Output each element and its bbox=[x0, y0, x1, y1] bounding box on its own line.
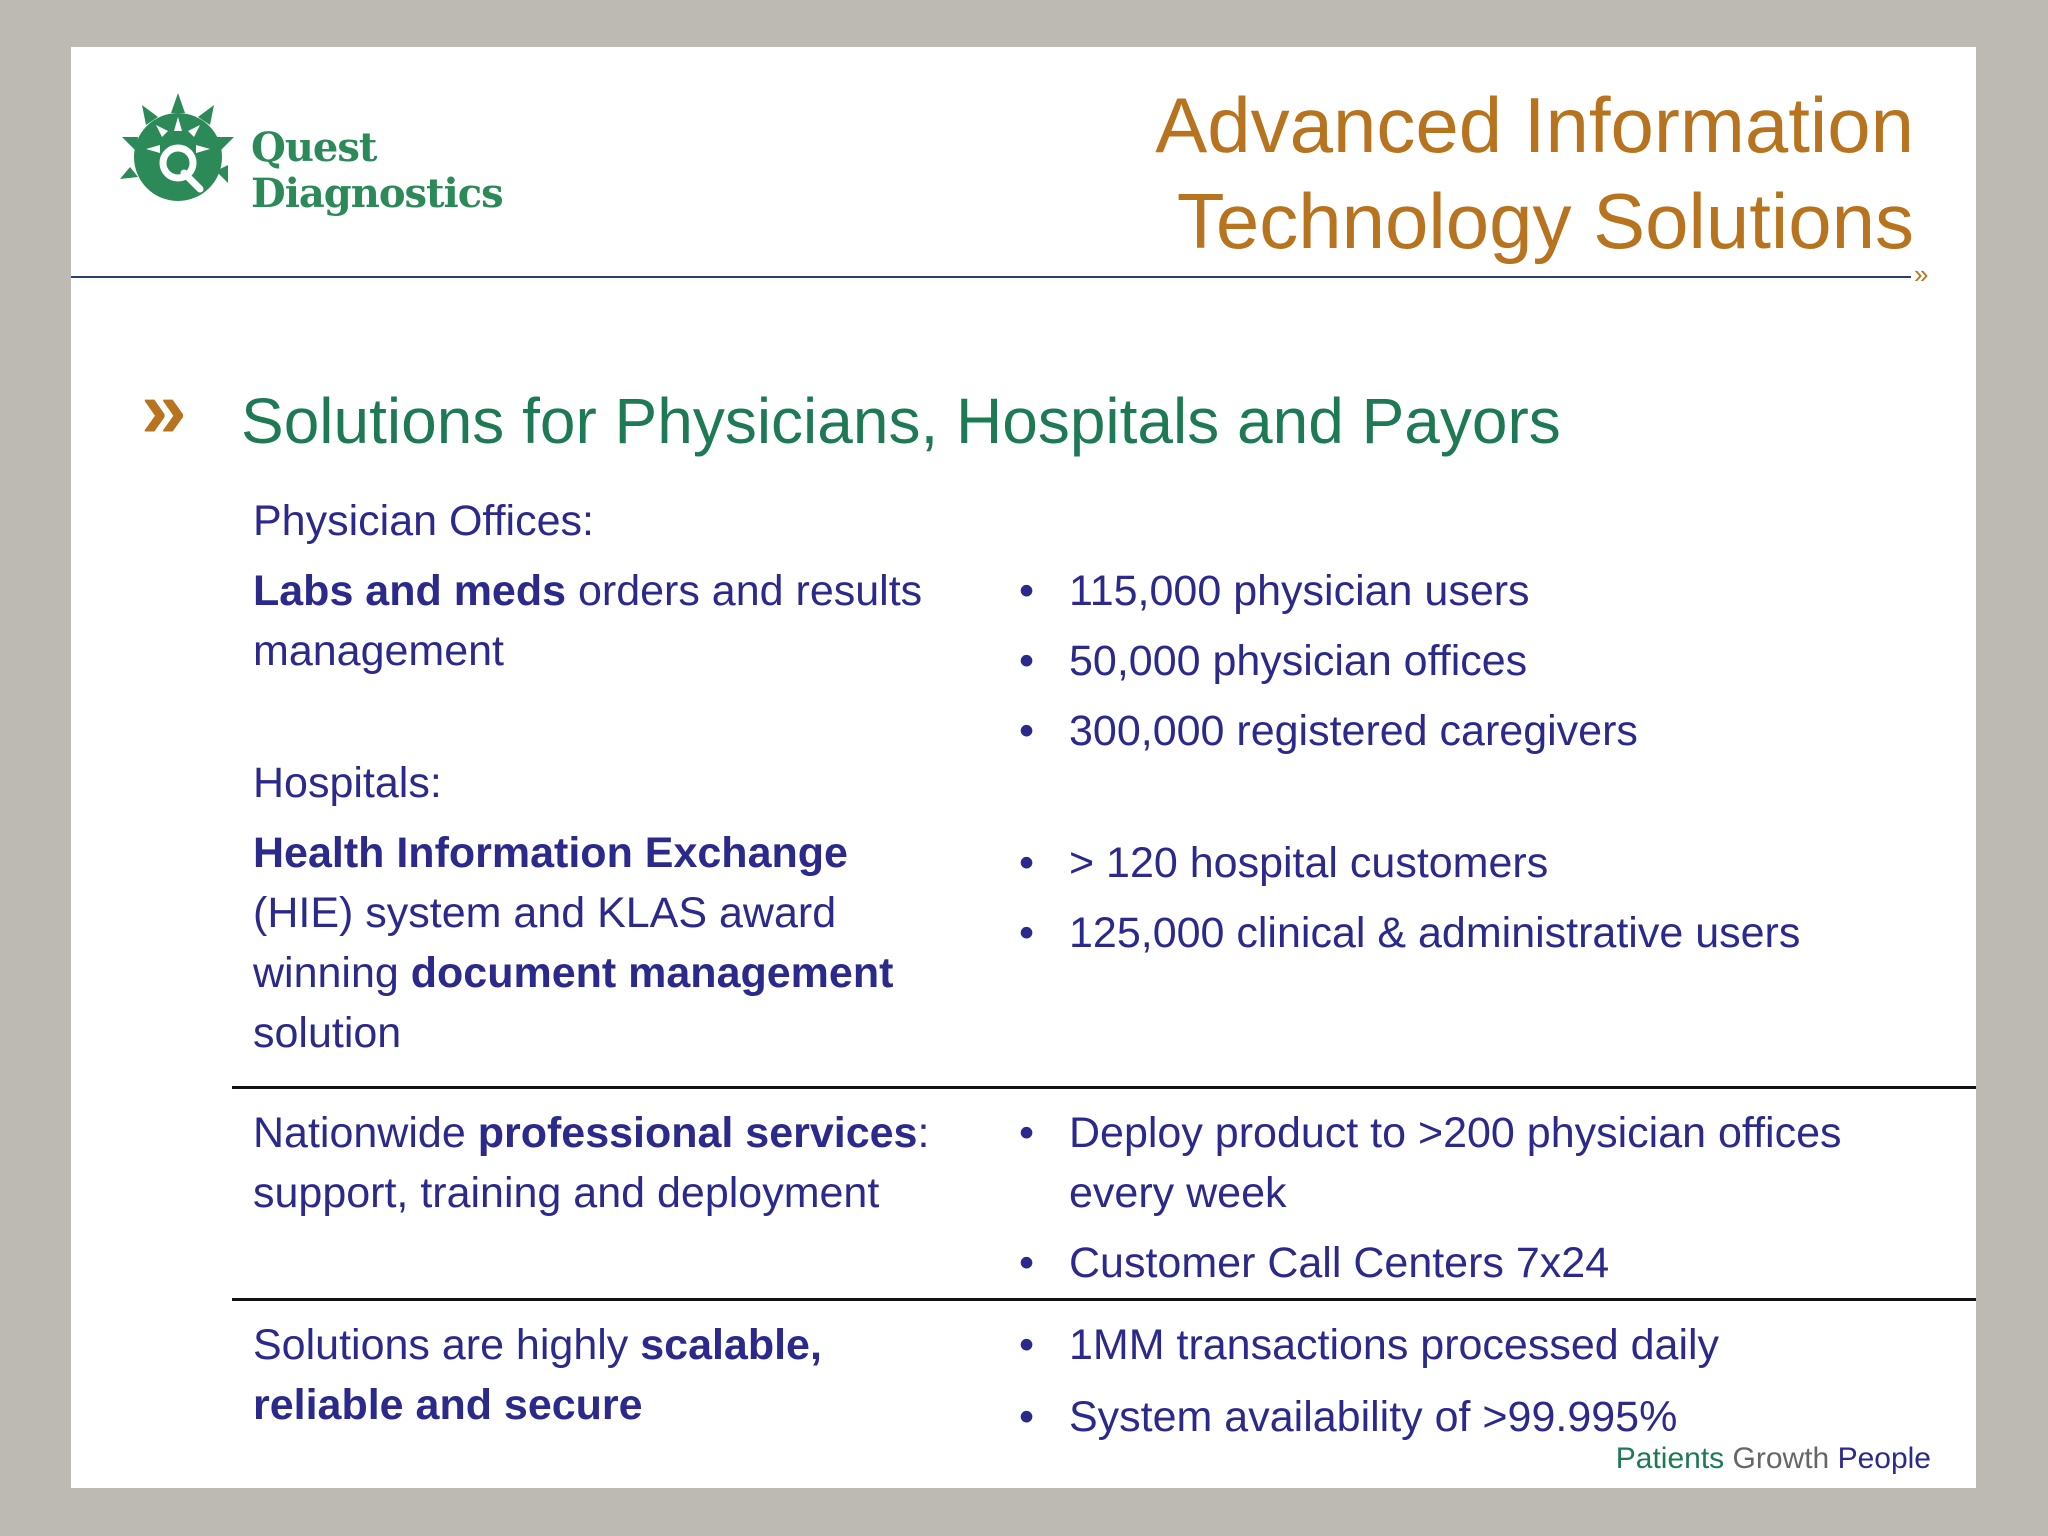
bullet-text: 1MM transactions processed daily bbox=[1069, 1321, 1720, 1369]
section-divider-1 bbox=[232, 1086, 1976, 1089]
logo-text-quest: Quest bbox=[251, 124, 377, 171]
scalable-line-1-bold: scalable, bbox=[640, 1321, 822, 1369]
bullet-text: 125,000 clinical & administrative users bbox=[1069, 909, 1801, 957]
bullet-icon: • bbox=[1019, 1109, 1035, 1157]
logo-text-diagnostics: Diagnostics bbox=[251, 170, 503, 217]
bullet-text: Deploy product to >200 physician offices bbox=[1069, 1109, 1842, 1157]
services-bullet-1-line-2: every week bbox=[1069, 1169, 1287, 1217]
services-line-1-bold: professional services bbox=[477, 1109, 918, 1157]
quest-diagnostics-logo bbox=[116, 87, 556, 227]
footer-patients: Patients bbox=[1615, 1442, 1725, 1475]
footer-tagline bbox=[1616, 1440, 1931, 1478]
page-title bbox=[1155, 77, 1914, 269]
services-line-1-post: : bbox=[917, 1109, 930, 1157]
scalable-line-2-bold: reliable and secure bbox=[253, 1381, 643, 1429]
section-divider-2 bbox=[232, 1298, 1976, 1301]
hospitals-line-1 bbox=[253, 823, 848, 883]
hospitals-line-3 bbox=[253, 943, 893, 1003]
divider-chevron-icon: » bbox=[1914, 259, 1929, 289]
bullet-icon: • bbox=[1019, 909, 1035, 957]
bullet-text: > 120 hospital customers bbox=[1069, 839, 1549, 887]
bullet-text: 50,000 physician offices bbox=[1069, 637, 1528, 685]
bullet-icon: • bbox=[1019, 637, 1035, 685]
bullet-text: 300,000 registered caregivers bbox=[1069, 707, 1638, 755]
section-chevron-icon: » bbox=[141, 364, 187, 455]
header-divider bbox=[71, 276, 1911, 278]
physician-desc-line-2: management bbox=[253, 627, 504, 675]
bullet-icon: • bbox=[1019, 1321, 1035, 1369]
scalable-line-1 bbox=[253, 1315, 822, 1375]
hospitals-line-3-bold: document management bbox=[410, 949, 894, 997]
hospitals-line-4: solution bbox=[253, 1009, 402, 1057]
bullet-icon: • bbox=[1019, 567, 1035, 615]
hospitals-line-2: (HIE) system and KLAS award bbox=[253, 889, 837, 937]
footer-people: People bbox=[1837, 1442, 1931, 1475]
physician-desc-line-1 bbox=[253, 561, 922, 621]
bullet-icon: • bbox=[1019, 1393, 1035, 1441]
title-line-1: Advanced Information bbox=[1155, 81, 1914, 169]
bullet-icon: • bbox=[1019, 839, 1035, 887]
title-line-2: Technology Solutions bbox=[1176, 177, 1914, 265]
physician-desc-bold: Labs and meds bbox=[253, 567, 567, 615]
scalable-line-2 bbox=[253, 1375, 643, 1435]
quest-sunburst-logo-icon bbox=[116, 87, 246, 217]
hospitals-line-1-bold: Health Information Exchange bbox=[253, 829, 848, 877]
hospitals-line-3-pre: winning bbox=[253, 949, 411, 997]
footer-growth: Growth bbox=[1732, 1442, 1830, 1475]
scalable-line-1-pre: Solutions are highly bbox=[253, 1321, 641, 1369]
slide bbox=[71, 47, 1976, 1488]
bullet-icon: • bbox=[1019, 707, 1035, 755]
physician-desc-rest: orders and results bbox=[566, 567, 923, 615]
bullet-text: System availability of >99.995% bbox=[1069, 1393, 1678, 1441]
physician-offices-heading: Physician Offices: bbox=[253, 497, 594, 545]
hospitals-heading: Hospitals: bbox=[253, 759, 442, 807]
bullet-icon: • bbox=[1019, 1239, 1035, 1287]
section-title: Solutions for Physicians, Hospitals and Payors bbox=[241, 385, 1561, 457]
bullet-text: 115,000 physician users bbox=[1069, 567, 1530, 615]
services-line-1 bbox=[253, 1103, 929, 1163]
services-line-1-pre: Nationwide bbox=[253, 1109, 478, 1157]
services-line-2: support, training and deployment bbox=[253, 1169, 880, 1217]
bullet-text: Customer Call Centers 7x24 bbox=[1069, 1239, 1610, 1287]
